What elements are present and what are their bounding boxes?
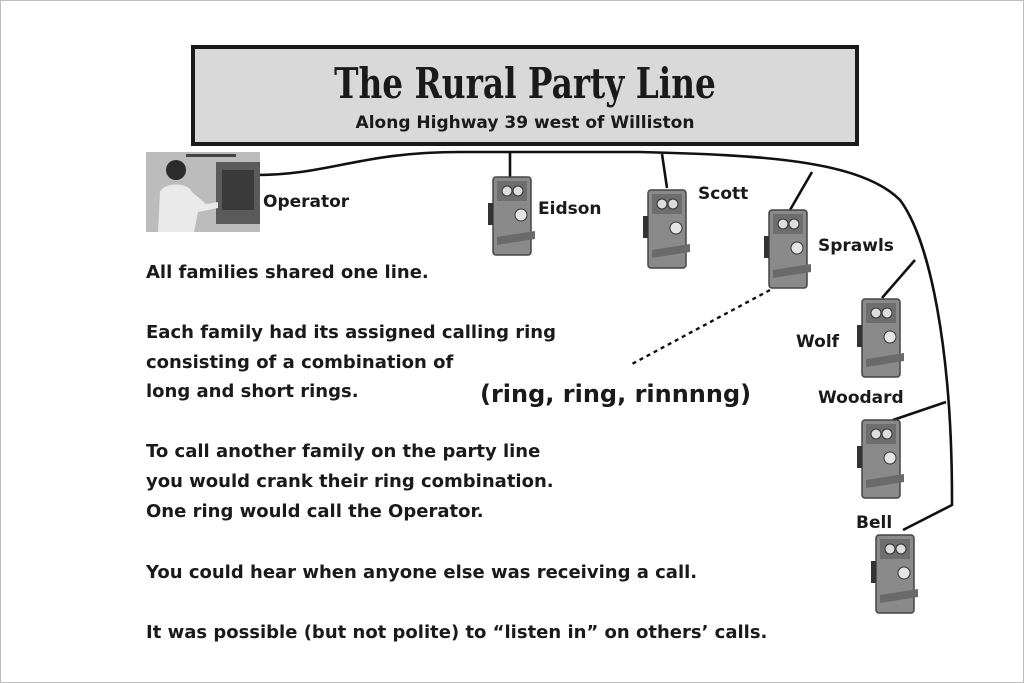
label-scott: Scott xyxy=(698,184,749,204)
text-line-5: To call another family on the party line xyxy=(146,441,541,462)
label-woodard: Woodard xyxy=(818,388,904,408)
wall-crank-telephone-icon xyxy=(642,188,692,270)
label-wolf: Wolf xyxy=(796,332,840,352)
text-line-6: you would crank their ring combination. xyxy=(146,471,554,492)
wall-crank-telephone-icon xyxy=(487,175,537,257)
label-eidson: Eidson xyxy=(538,199,602,219)
wall-crank-telephone-icon xyxy=(856,418,906,500)
text-line-3: consisting of a combination of xyxy=(146,352,454,373)
wall-crank-telephone-icon xyxy=(763,208,813,290)
label-operator: Operator xyxy=(263,192,350,212)
wall-crank-telephone-icon xyxy=(856,297,906,379)
label-bell: Bell xyxy=(856,513,893,533)
text-line-4: long and short rings. xyxy=(146,381,359,402)
ring-pattern-text: (ring, ring, rinnnng) xyxy=(480,380,752,408)
text-line-7: One ring would call the Operator. xyxy=(146,501,484,522)
text-line-8: You could hear when anyone else was receiving a call. xyxy=(146,562,698,583)
text-line-1: All families shared one line. xyxy=(146,262,429,283)
operator-photo xyxy=(146,152,260,232)
text-line-2: Each family had its assigned calling ring xyxy=(146,322,556,343)
poster-title: The Rural Party Line xyxy=(334,59,716,108)
wall-crank-telephone-icon xyxy=(870,533,920,615)
text-line-9: It was possible (but not polite) to “listen in” on others’ calls. xyxy=(146,622,768,643)
poster-subtitle: Along Highway 39 west of Williston xyxy=(355,113,695,133)
label-sprawls: Sprawls xyxy=(818,236,894,256)
